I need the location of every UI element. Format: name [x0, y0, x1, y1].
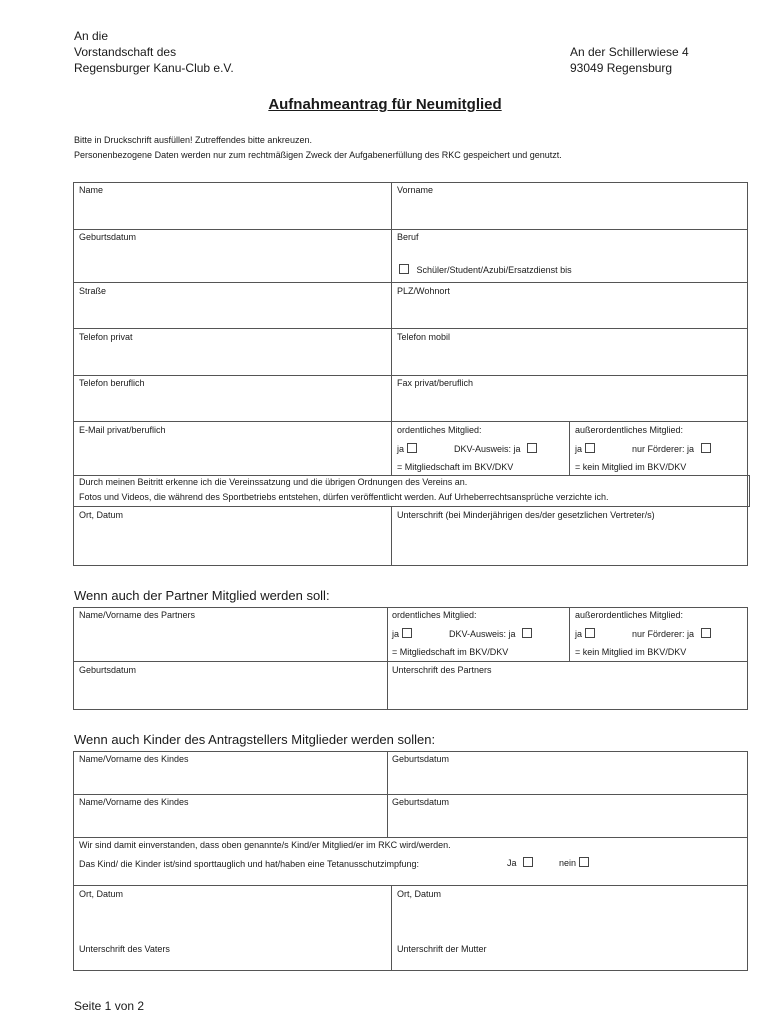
schueler-checkbox[interactable]: [399, 264, 409, 274]
tetanus-nein-label: nein: [559, 858, 577, 868]
ordentlich-ja[interactable]: [397, 443, 417, 454]
recipient-block: [74, 28, 234, 76]
telefon-mobil-field[interactable]: Telefon mobil: [397, 332, 451, 342]
ausserordentlich-ja-checkbox[interactable]: [585, 443, 595, 453]
address-street: An der Schillerwiese 4: [570, 45, 689, 59]
foerderer-label: nur Förderer: ja: [632, 444, 695, 454]
kind-2-name-field[interactable]: Name/Vorname des Kindes: [79, 797, 189, 807]
partner-ordentlich-ja-checkbox[interactable]: [402, 628, 412, 638]
ordentlich-label: ordentliches Mitglied:: [397, 425, 482, 435]
dkv-ausweis[interactable]: [454, 443, 537, 454]
unterschrift-vater-field[interactable]: Unterschrift des Vaters: [79, 944, 170, 954]
partner-geburtsdatum-field[interactable]: Geburtsdatum: [79, 665, 137, 675]
schueler-label: Schüler/Student/Azubi/Ersatzdienst bis: [416, 265, 572, 275]
partner-ausserordentlich-ja[interactable]: [575, 628, 595, 639]
telefon-beruf-field[interactable]: Telefon beruflich: [79, 378, 145, 388]
fax-field[interactable]: Fax privat/beruflich: [397, 378, 474, 388]
mitgliedschaft-note: = Mitgliedschaft im BKV/DKV: [397, 462, 514, 472]
kinder-ort-datum-right[interactable]: Ort, Datum: [397, 889, 442, 899]
telefon-privat-field[interactable]: Telefon privat: [79, 332, 133, 342]
partner-ausserordentlich-label: außerordentliches Mitglied:: [575, 610, 684, 620]
club-address: [570, 44, 689, 76]
recipient-line-3: Regensburger Kanu-Club e.V.: [74, 61, 234, 75]
declaration-line-1: Durch meinen Beitritt erkenne ich die Vereinssatzung und die übrigen Ordnungen des Vereins an.: [79, 477, 468, 487]
kinder-consent-1: Wir sind damit einverstanden, dass oben genannte/s Kind/er Mitglied/er im RKC wird/werden.: [79, 840, 451, 850]
beruf-field[interactable]: Beruf: [397, 232, 419, 242]
dkv-label: DKV-Ausweis: ja: [449, 629, 516, 639]
kinder-heading: Wenn auch Kinder des Antragstellers Mitglieder werden sollen:: [74, 732, 436, 747]
ja-label: ja: [575, 629, 583, 639]
ort-datum-field[interactable]: Ort, Datum: [79, 510, 124, 520]
vorname-field[interactable]: Vorname: [397, 185, 434, 195]
partner-foerderer[interactable]: [632, 628, 711, 639]
form-title: Aufnahmeantrag für Neumitglied: [268, 96, 502, 113]
plz-field[interactable]: PLZ/Wohnort: [397, 286, 450, 296]
partner-unterschrift-field[interactable]: Unterschrift des Partners: [392, 665, 492, 675]
partner-heading: Wenn auch der Partner Mitglied werden soll:: [74, 588, 330, 603]
ja-label: ja: [392, 629, 400, 639]
recipient-line-1: An die: [74, 29, 109, 43]
kind-1-geburtsdatum-field[interactable]: Geburtsdatum: [392, 754, 450, 764]
partner-table: [73, 607, 748, 710]
geburtsdatum-field[interactable]: Geburtsdatum: [79, 232, 137, 242]
tetanus-nein[interactable]: [559, 857, 589, 868]
foerderer-checkbox[interactable]: [701, 443, 711, 453]
dkv-checkbox[interactable]: [527, 443, 537, 453]
partner-kein-mitglied-note: = kein Mitglied im BKV/DKV: [575, 647, 687, 657]
declaration-line-2: Fotos und Videos, die während des Sportbetriebs entstehen, dürfen veröffentlicht werden. Auf Urheberrechtsansprüche verzichte ich.: [79, 492, 609, 502]
partner-foerderer-checkbox[interactable]: [701, 628, 711, 638]
address-city: 93049 Regensburg: [570, 61, 673, 75]
partner-ordentlich-ja[interactable]: [392, 628, 412, 639]
tetanus-nein-checkbox[interactable]: [579, 857, 589, 867]
kind-2-geburtsdatum-field[interactable]: Geburtsdatum: [392, 797, 450, 807]
kinder-consent-2: Das Kind/ die Kinder ist/sind sporttauglich und hat/haben eine Tetanusschutzimpfung:: [79, 859, 420, 869]
kind-1-name-field[interactable]: Name/Vorname des Kindes: [79, 754, 189, 764]
tetanus-ja-checkbox[interactable]: [523, 857, 533, 867]
ja-label: ja: [397, 444, 405, 454]
foerderer[interactable]: [632, 443, 711, 454]
privacy-note: Personenbezogene Daten werden nur zum rechtmäßigen Zweck der Aufgabenerfüllung des RKC gespeichert und genutzt.: [74, 150, 562, 160]
recipient-line-2: Vorstandschaft des: [74, 45, 177, 59]
unterschrift-mutter-field[interactable]: Unterschrift der Mutter: [397, 944, 487, 954]
instruction-note: Bitte in Druckschrift ausfüllen! Zutreffendes bitte ankreuzen.: [74, 135, 312, 145]
unterschrift-field[interactable]: Unterschrift (bei Minderjährigen des/der gesetzlichen Vertreter/s): [397, 510, 655, 520]
ordentlich-ja-checkbox[interactable]: [407, 443, 417, 453]
partner-mitgliedschaft-note: = Mitgliedschaft im BKV/DKV: [392, 647, 509, 657]
name-field[interactable]: Name: [79, 185, 104, 195]
page-number: Seite 1 von 2: [74, 999, 145, 1013]
ausserordentlich-label: außerordentliches Mitglied:: [575, 425, 684, 435]
partner-dkv[interactable]: [449, 628, 532, 639]
partner-ordentlich-label: ordentliches Mitglied:: [392, 610, 477, 620]
kein-mitglied-note: = kein Mitglied im BKV/DKV: [575, 462, 687, 472]
tetanus-ja[interactable]: [507, 857, 533, 868]
kinder-ort-datum-left[interactable]: Ort, Datum: [79, 889, 124, 899]
schueler-option[interactable]: [399, 264, 572, 275]
ausserordentlich-ja[interactable]: [575, 443, 595, 454]
strasse-field[interactable]: Straße: [79, 286, 107, 296]
partner-dkv-checkbox[interactable]: [522, 628, 532, 638]
partner-ausserordentlich-ja-checkbox[interactable]: [585, 628, 595, 638]
dkv-label: DKV-Ausweis: ja: [454, 444, 521, 454]
email-field[interactable]: E-Mail privat/beruflich: [79, 425, 166, 435]
ja-label: ja: [575, 444, 583, 454]
foerderer-label: nur Förderer: ja: [632, 629, 695, 639]
partner-name-field[interactable]: Name/Vorname des Partners: [79, 610, 196, 620]
tetanus-ja-label: Ja: [507, 858, 517, 868]
